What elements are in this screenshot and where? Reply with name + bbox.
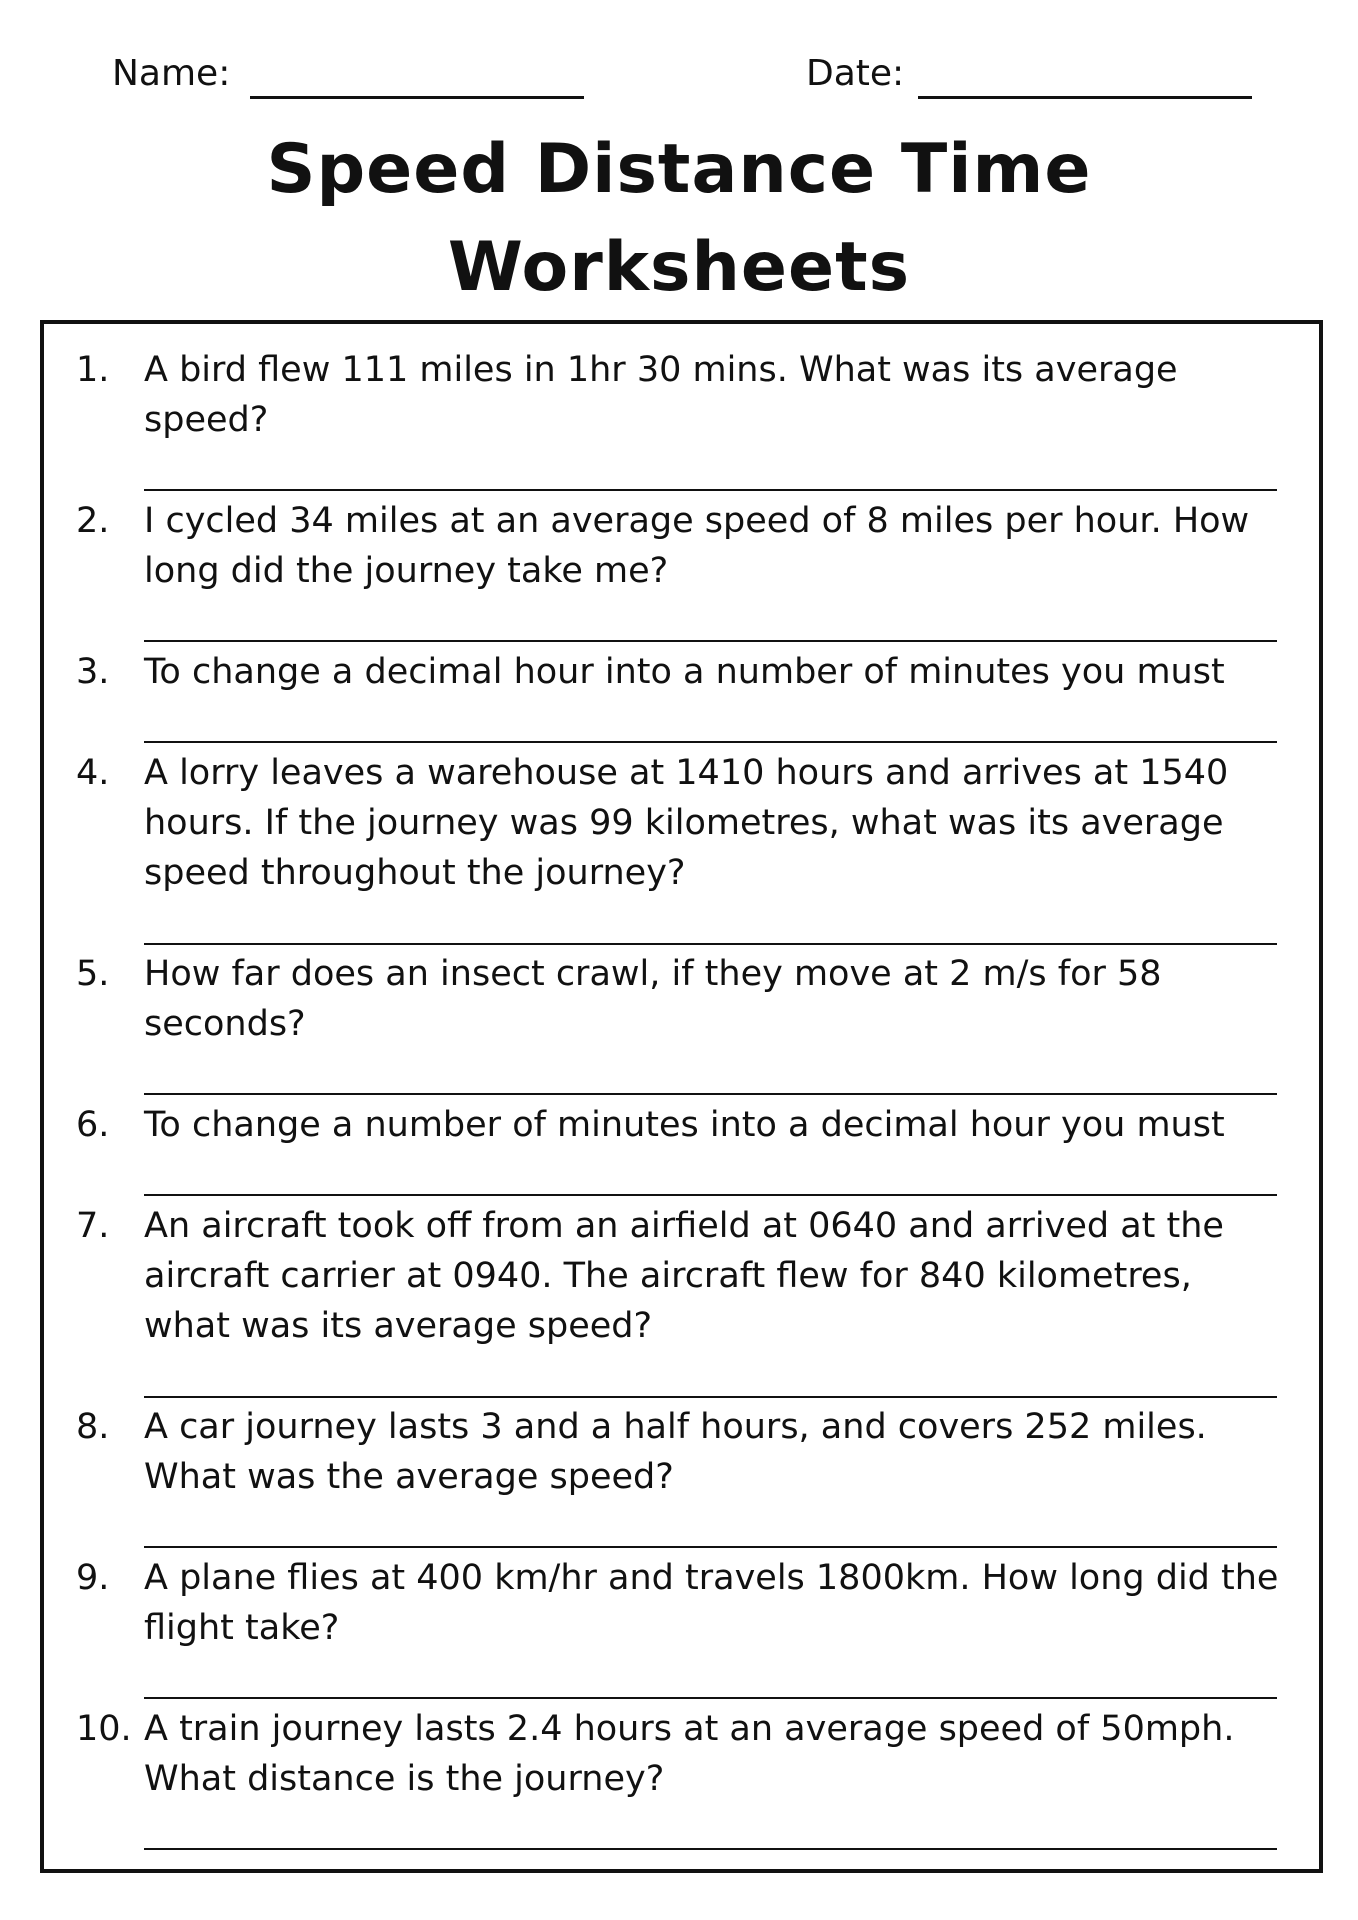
question-number: 4. [76,753,110,793]
question-text: A car journey lasts 3 and a half hours, and covers 252 miles. What was the average speed? [144,1407,1207,1497]
question-number: 10. [76,1709,132,1749]
question-number: 9. [76,1558,110,1598]
answer-line[interactable] [144,741,1277,743]
date-label: Date: [806,53,905,94]
question-text: I cycled 34 miles at an average speed of 8 miles per hour. How long did the journey take me? [144,501,1250,591]
question-text: A lorry leaves a warehouse at 1410 hours and arrives at 1540 hours. If the journey was 99 kilometres, what was its average speed throughout the journey? [144,753,1229,893]
question-number: 2. [76,501,110,541]
question-number: 1. [76,350,110,390]
question-text: A train journey lasts 2.4 hours at an average speed of 50mph. What distance is the journey? [144,1709,1235,1799]
question-number: 3. [76,652,110,692]
answer-line[interactable] [144,1194,1277,1196]
question-number: 6. [76,1105,110,1145]
answer-line[interactable] [144,1396,1277,1398]
date-answer-line[interactable] [918,96,1252,99]
question-text: A bird flew 111 miles in 1hr 30 mins. What was its average speed? [144,350,1178,440]
answer-line[interactable] [144,1546,1277,1548]
question-text: To change a decimal hour into a number of minutes you must [144,652,1225,692]
answer-line[interactable] [144,1697,1277,1699]
name-answer-line[interactable] [250,96,584,99]
answer-line[interactable] [144,1093,1277,1095]
question-number: 5. [76,954,110,994]
answer-line[interactable] [144,640,1277,642]
question-text: To change a number of minutes into a decimal hour you must [144,1105,1225,1145]
question-number: 7. [76,1206,110,1246]
page-title-line-2: Worksheets [447,228,911,307]
answer-line[interactable] [144,943,1277,945]
question-text: A plane flies at 400 km/hr and travels 1800km. How long did the flight take? [144,1558,1279,1648]
question-text: How far does an insect crawl, if they move at 2 m/s for 58 seconds? [144,954,1162,1044]
question-text: An aircraft took off from an airfield at 0640 and arrived at the aircraft carrier at 0940. The aircraft flew for 840 kilometres, what was its average speed? [144,1206,1224,1346]
answer-line[interactable] [144,1848,1277,1850]
page-title-line-1: Speed Distance Time [266,130,1092,209]
name-label: Name: [112,53,231,94]
name-field[interactable] [112,44,592,104]
date-field[interactable] [806,44,1256,104]
question-number: 8. [76,1407,110,1447]
answer-line[interactable] [144,489,1277,491]
